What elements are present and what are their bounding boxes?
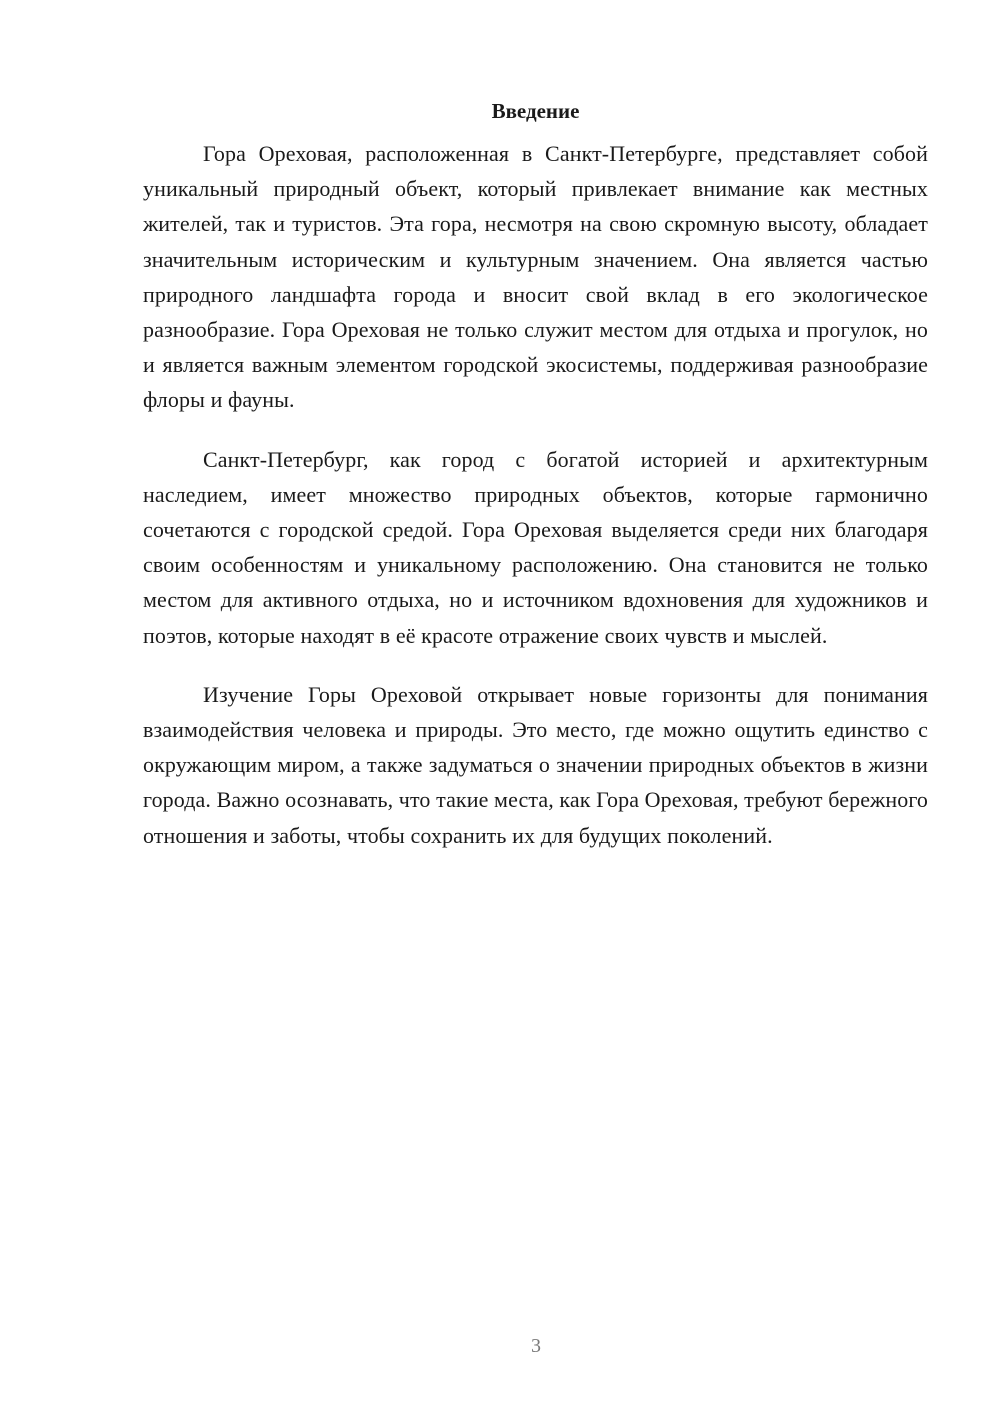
page-content [143, 96, 928, 877]
paragraph-3: Изучение Горы Ореховой открывает новые горизонты для понимания взаимодействия человека и природы. Это место, где можно ощутить единство с окружающим миром, а также задуматься о значении природных объектов в жизни города. Важно осознавать, что такие места, как Гора Ореховая, требуют бережного отношения и заботы, чтобы сохранить их для будущих поколений. [143, 681, 929, 848]
page-number: 3 [531, 1335, 541, 1357]
section-heading: Введение [491, 99, 580, 123]
paragraph-1: Гора Ореховая, расположенная в Санкт-Петербурге, представляет собой уникальный природный объект, который привлекает внимание как местных жителей, так и туристов. Эта гора, несмотря на свою скромную высоту, обладает значительным историческим и культурным значением. Она является частью природного ландшафта города и вносит свой вклад в его экологическое разнообразие. Гора Ореховая не только служит местом для отдыха и прогулок, но и является важным элементом городской экосистемы, поддерживая разнообразие флоры и фауны. [143, 141, 928, 413]
paragraph-2: Санкт-Петербург, как город с богатой историей и архитектурным наследием, имеет множество природных объектов, которые гармонично сочетаются с городской средой. Гора Ореховая выделяется среди них благодаря своим особенностям и уникальному расположению. Она становится не только местом для активного отдыха, но и источником вдохновения для художников и поэтов, которые находят в её красоте отражение своих чувств и мыслей. [143, 446, 928, 648]
